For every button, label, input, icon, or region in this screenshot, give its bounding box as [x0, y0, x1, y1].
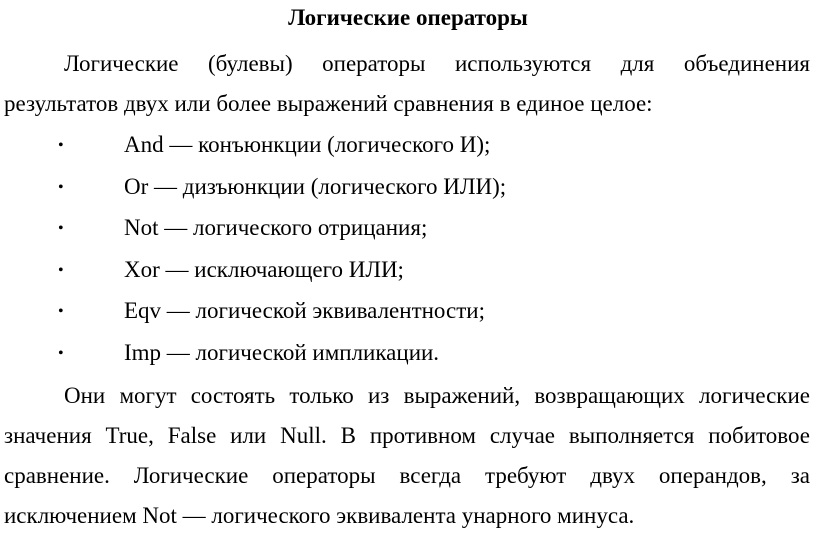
bullet-icon: •	[58, 344, 64, 362]
list-item-text: And — конъюнкции (логического И);	[124, 132, 491, 157]
list-item-eqv	[0, 291, 816, 333]
page-title: Логические операторы	[288, 5, 528, 30]
list-item-and	[0, 125, 816, 167]
list-item-or	[0, 167, 816, 209]
list-item-text: Xor — исключающего ИЛИ;	[124, 256, 404, 282]
list-item-imp	[0, 333, 816, 375]
list-item-text: Or — дизъюнкции (логического ИЛИ);	[124, 173, 507, 199]
intro-paragraph: Логические (булевы) операторы используются для объединения результатов двух или более выражений сравнения в единое целое:	[4, 51, 810, 116]
list-item-text: Not — логического отрицания;	[124, 215, 428, 240]
bullet-icon: •	[58, 137, 64, 154]
bullet-icon: •	[58, 303, 64, 320]
bullet-icon: •	[58, 178, 64, 196]
bullet-icon: •	[58, 220, 64, 237]
list-item-xor	[0, 250, 816, 292]
operators-list	[0, 125, 816, 374]
list-item-text: Eqv — логической эквивалентности;	[124, 298, 485, 323]
list-item-text: Imp — логической импликации.	[124, 339, 440, 365]
outro-paragraph: Они могут состоять только из выражений, возвращающих логические значения True, False или Null. В противном случае выполняется побитовое сравнение. Логические операторы всегда требуют двух операндов, за исключением Not — логического эквивалента унарного минуса.	[4, 383, 810, 528]
bullet-icon: •	[58, 261, 64, 279]
list-item-not	[0, 208, 816, 250]
